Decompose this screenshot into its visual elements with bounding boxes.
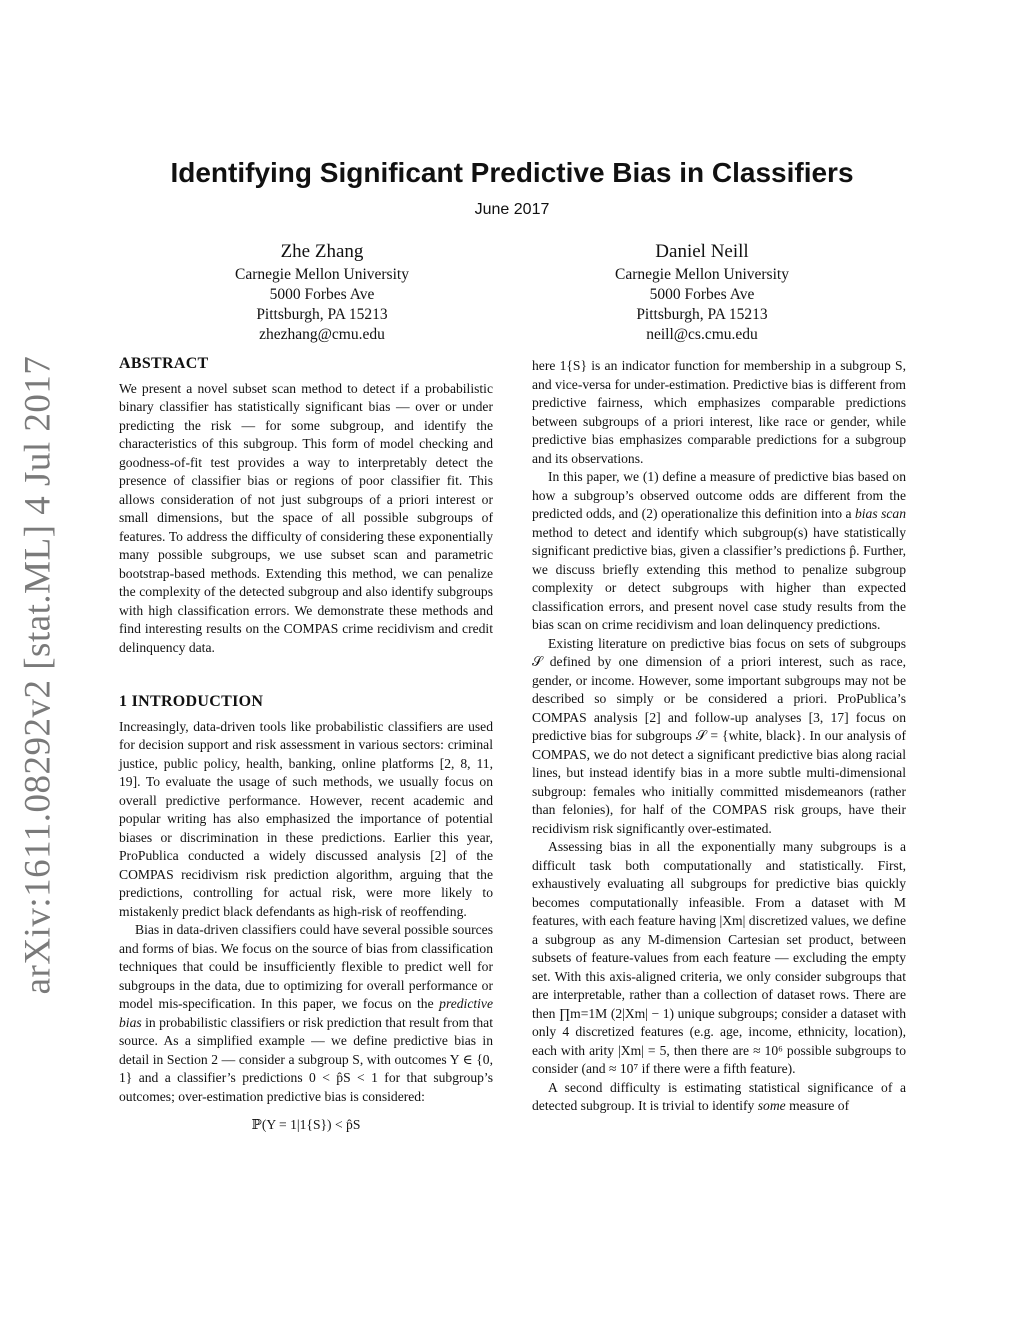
left-column xyxy=(119,355,493,1135)
author-street: 5000 Forbes Ave xyxy=(269,286,375,303)
author-block-1 xyxy=(152,239,492,345)
arxiv-stamp: arXiv:1611.08292v2 [stat.ML] 4 Jul 2017 xyxy=(17,355,59,995)
right-column xyxy=(532,357,906,1116)
body-paragraph-4: Assessing bias in all the exponentially many subgroups is a difficult task both computationally and statistically. First, exhaustively evaluating all subgroups for predictive bias quickly becomes computationally infeasible. From a dataset with M features, with each feature having |Xm| discretized values, we define a subgroup as any M-dimension Cartesian set product, between subsets of feature-values from each feature — excluding the empty set. With this axis-aligned criteria, we only consider subgroups that are interpretable, rather than a collection of dataset rows. There are then ∏m=1M (2|Xm| − 1) unique subgroups; consider a dataset with only 4 discretized features (e.g. age, income, ethnicity, location), each with arity |Xm| = 5, then there are ≈ 10⁶ possible subgroups to consider (and ≈ 10⁷ if there were a fifth feature). xyxy=(532,839,906,1076)
body-paragraph-5: A second difficulty is estimating statistical significance of a detected subgroup. It is trivial to identify some measure of xyxy=(532,1079,906,1113)
author-affiliation: Carnegie Mellon University xyxy=(235,266,409,283)
author-name: Daniel Neill xyxy=(655,241,749,262)
author-email: neill@cs.cmu.edu xyxy=(646,326,758,343)
abstract-heading: ABSTRACT xyxy=(119,355,209,372)
author-name: Zhe Zhang xyxy=(280,241,364,262)
intro-heading: 1 INTRODUCTION xyxy=(119,693,264,710)
emphasis: some xyxy=(757,1098,786,1113)
paper-title: Identifying Significant Predictive Bias in Classifiers xyxy=(170,157,854,188)
author-email: zhezhang@cmu.edu xyxy=(259,326,385,343)
intro-paragraph-1: Increasingly, data-driven tools like probabilistic classifiers are used for decision support and risk assessment in various sectors: criminal justice, public policy, health, banking, online platforms [2, 8, 11, 19]. To evaluate the usage of such methods, we usually focus on overall predictive performance. However, recent academic and popular writing has also emphasized the importance of potential biases or discrimination in these predictions. Earlier this year, ProPublica conducted a widely discussed analysis [2] of the COMPAS recidivism risk prediction algorithm, arguing that the predictions, controlling for actual risk, were more likely to mistakenly predict black defendants as high-risk of reoffending. xyxy=(119,718,493,919)
paper-date: June 2017 xyxy=(474,201,550,218)
abstract-text: We present a novel subset scan method to detect if a probabilistic binary classifier has statistically significant bias — over or under predicting the risk — for some subgroup, and identify the characteristics of this subgroup. This form of model checking and goodness-of-fit test provides a way to interpretably detect the presence of classifier bias or regions of poor classifier fit. This allows consideration of not just subgroups of a priori interest or small dimensions, but the space of all possible subgroups of features. To address the difficulty of considering these exponentially many possible subgroups, we use subset scan and parametric bootstrap-based methods. Extending this method, we can penalize the complexity of the detected subgroup and also identify subgroups with high classification errors. We demonstrate these methods and find interesting results on the COMPAS crime recidivism and credit delinquency data. xyxy=(119,380,493,655)
emphasis: predictive bias xyxy=(119,996,493,1030)
author-affiliation: Carnegie Mellon University xyxy=(615,266,789,283)
body-paragraph-2: In this paper, we (1) define a measure of predictive bias based on how a subgroup’s observed outcome odds are different from the predicted odds, and (2) operationalize this definition into a bias scan method to detect and identify which subgroup(s) have statistically significant predictive bias, given a classifier’s predictions p̂. Further, we discuss briefly extending this method to penalize subgroup complexity or detect subgroups with higher than expected classification errors, and present novel case study results from the bias scan on crime recidivism and loan delinquency predictions. xyxy=(532,469,906,632)
body-paragraph-3: Existing literature on predictive bias focus on sets of subgroups 𝒮 defined by one dimension of a priori interest, such as race, gender, or income. However, some important subgroups may not be described so simply or be considered a priori. ProPublica’s COMPAS analysis [2] and follow-up analyses [3, 17] focus on predictive bias for subgroups 𝒮 = {white, black}. In our analysis of COMPAS, we do not detect a significant predictive bias along racial lines, but instead identify bias in a more subtle multi-dimensional subgroup: females who initially committed misdemeanors (rather than felonies), for half of the COMPAS risk groups, have their recidivism risk significantly over-estimated. xyxy=(532,635,906,836)
intro-paragraph-2: Bias in data-driven classifiers could have several possible sources and forms of bias. We focus on the source of bias from classification techniques that could be insufficiently flexible to predict well for subgroups in the data, due to optimizing for overall performance or model mis-specification. In this paper, we focus on the predictive bias in probabilistic classifiers or risk prediction that result from that source. As a simplified example — we define predictive bias in detail in Section 2 — consider a subgroup S, with outcomes Y ∈ {0, 1} and a classifier’s predictions 0 < p̂S < 1 for that subgroup’s outcomes; over-estimation predictive bias is considered: xyxy=(119,922,493,1104)
arxiv-sidebar xyxy=(17,355,59,995)
author-city: Pittsburgh, PA 15213 xyxy=(256,306,388,323)
author-block-2 xyxy=(532,239,872,345)
author-city: Pittsburgh, PA 15213 xyxy=(636,306,768,323)
equation: ℙ(Y = 1|1{S}) < p̂S xyxy=(251,1117,361,1132)
body-paragraph-1: here 1{S} is an indicator function for membership in a subgroup S, and vice-versa for under-estimation. Predictive bias is different from predictive fairness, which emphasizes comparable predictions between subgroups of a priori interest, like race or gender, while predictive bias emphasizes comparable predictions for a subgroup and its observations. xyxy=(532,358,906,466)
emphasis: bias scan xyxy=(854,506,906,521)
author-street: 5000 Forbes Ave xyxy=(649,286,755,303)
